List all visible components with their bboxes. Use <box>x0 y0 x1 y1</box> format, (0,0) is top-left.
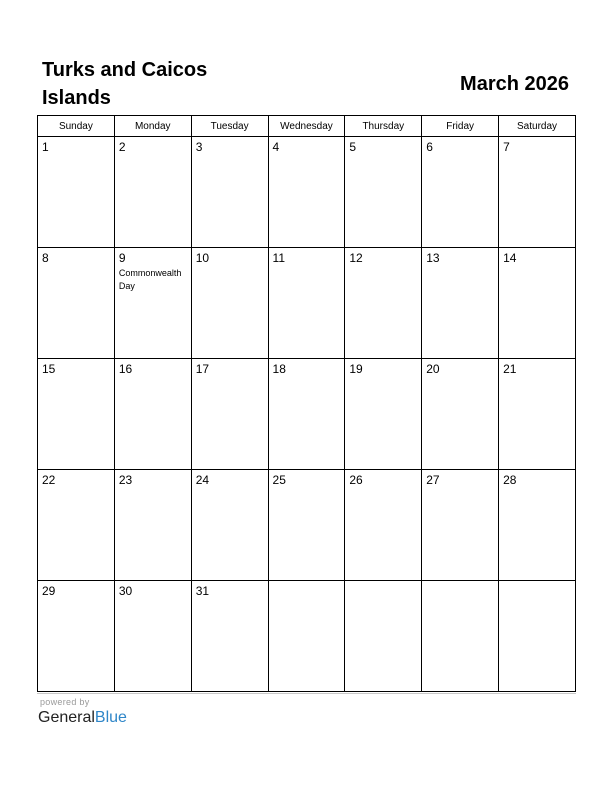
day-cell <box>268 359 345 470</box>
day-cell <box>114 470 191 581</box>
weekday-header: Saturday <box>499 116 576 137</box>
day-number <box>499 581 575 584</box>
day-cell <box>38 359 115 470</box>
day-number: 14 <box>503 251 517 265</box>
day-number: 24 <box>195 473 210 487</box>
day-cell <box>422 137 499 248</box>
calendar-grid <box>37 115 576 692</box>
weekday-header: Thursday <box>345 116 422 137</box>
weekday-header-row <box>38 116 576 137</box>
day-cell <box>191 359 268 470</box>
day-number: 5 <box>349 140 357 154</box>
day-number: 31 <box>195 584 210 598</box>
day-number: 23 <box>118 473 133 487</box>
day-cell <box>268 581 345 692</box>
day-cell <box>114 137 191 248</box>
day-number: 3 <box>195 140 203 154</box>
holiday-label: Commonwealth Day <box>118 268 182 291</box>
day-cell <box>422 581 499 692</box>
day-cell <box>499 359 576 470</box>
day-cell <box>268 137 345 248</box>
day-cell <box>38 137 115 248</box>
day-number: 11 <box>272 251 285 265</box>
day-number <box>345 581 421 584</box>
day-cell <box>345 581 422 692</box>
day-number: 2 <box>118 140 126 154</box>
day-cell <box>38 248 115 359</box>
day-number: 27 <box>426 473 440 487</box>
month-title: March 2026 <box>460 73 569 95</box>
brand-name-blue: Blue <box>94 709 127 726</box>
day-number: 4 <box>272 140 280 154</box>
day-cell <box>422 470 499 581</box>
day-cell <box>422 359 499 470</box>
weekday-header: Monday <box>114 116 191 137</box>
day-number: 1 <box>42 140 49 154</box>
weekday-header: Sunday <box>38 116 115 137</box>
weekday-header: Friday <box>422 116 499 137</box>
day-cell <box>191 470 268 581</box>
day-cell <box>114 581 191 692</box>
day-cell <box>499 248 576 359</box>
day-cell <box>499 137 576 248</box>
day-cell <box>268 248 345 359</box>
day-cell <box>191 248 268 359</box>
day-cell <box>345 137 422 248</box>
day-number: 28 <box>503 473 517 487</box>
day-cell <box>191 137 268 248</box>
day-number: 19 <box>349 362 363 376</box>
day-number: 21 <box>503 362 517 376</box>
week-row <box>38 581 576 692</box>
week-row <box>38 137 576 248</box>
day-number: 10 <box>195 251 210 265</box>
day-number: 22 <box>42 473 56 487</box>
day-cell <box>499 470 576 581</box>
day-number <box>422 581 498 584</box>
day-number: 30 <box>118 584 133 598</box>
week-row <box>38 470 576 581</box>
day-cell <box>499 581 576 692</box>
day-number: 20 <box>426 362 440 376</box>
day-number <box>269 581 345 584</box>
day-number: 18 <box>272 362 286 376</box>
day-number: 7 <box>503 140 510 154</box>
week-row <box>38 248 576 359</box>
day-number: 15 <box>42 362 56 376</box>
day-number: 29 <box>42 584 56 598</box>
weekday-header: Tuesday <box>191 116 268 137</box>
day-cell <box>268 470 345 581</box>
day-number: 9 <box>118 251 126 265</box>
day-number: 26 <box>349 473 363 487</box>
powered-by-text: powered by <box>40 697 90 707</box>
brand-name-general: General <box>38 709 95 726</box>
day-cell <box>345 248 422 359</box>
day-number: 6 <box>426 140 433 154</box>
brand-logo[interactable] <box>38 708 127 728</box>
day-number: 16 <box>118 362 133 376</box>
day-cell <box>422 248 499 359</box>
day-cell <box>114 248 191 359</box>
day-number: 13 <box>426 251 440 265</box>
day-number: 8 <box>42 251 49 265</box>
day-cell <box>345 470 422 581</box>
weekday-header: Wednesday <box>268 116 345 137</box>
day-number: 25 <box>272 473 286 487</box>
day-cell <box>38 581 115 692</box>
day-cell <box>191 581 268 692</box>
day-cell <box>38 470 115 581</box>
day-number: 17 <box>195 362 210 376</box>
week-row <box>38 359 576 470</box>
footer-divider <box>37 693 576 694</box>
day-cell <box>114 359 191 470</box>
day-cell <box>345 359 422 470</box>
day-number: 12 <box>349 251 363 265</box>
country-title: Turks and Caicos Islands <box>42 59 208 109</box>
